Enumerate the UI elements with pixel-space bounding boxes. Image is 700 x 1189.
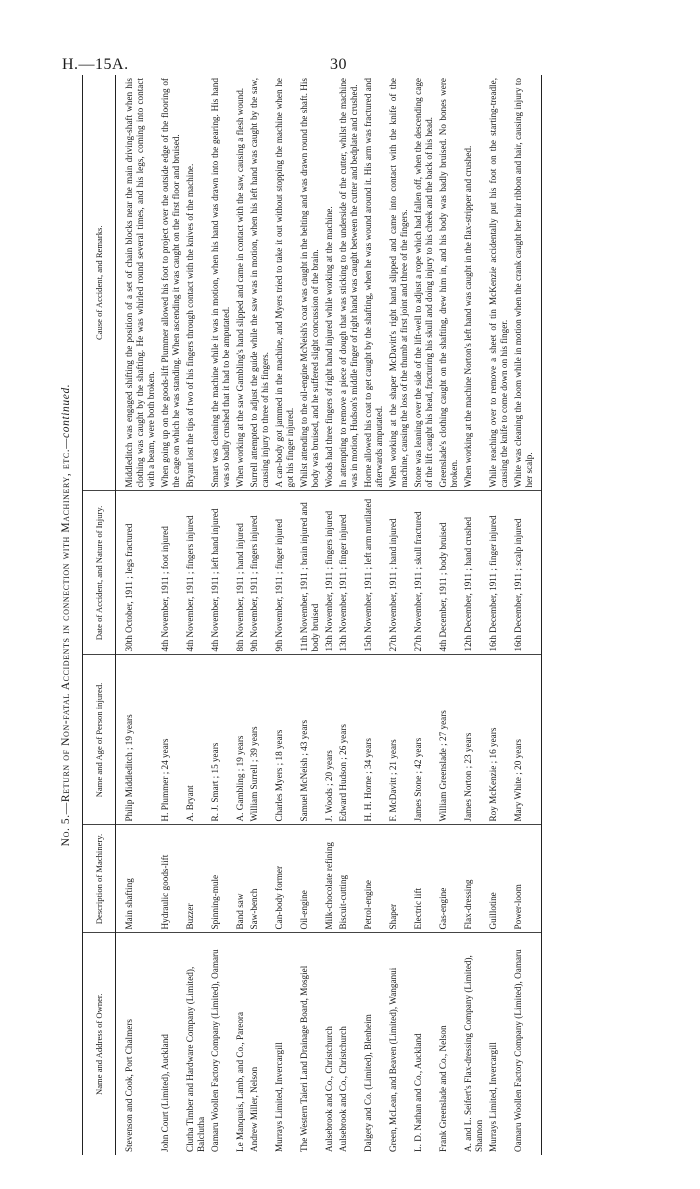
cell-owner: Murrays Limited, Invercargill <box>488 1042 498 1152</box>
cell-machinery: Guillotine <box>487 825 512 933</box>
cell-person: Samuel McNeish ; 43 years <box>298 655 323 825</box>
cell-cause: In attempting to remove a piece of dough that was sticking to the underside of the cutter, whilst the machine was in motion, Hudson's middle finger of right hand was caught between the cutter and bedplate and crushed. <box>337 75 362 491</box>
cell-date-injury: 9th November, 1911 ; fingers injured <box>248 491 273 655</box>
cell-date-injury: 15th November, 1911 ; left arm mutilated <box>362 491 387 655</box>
table-row <box>184 75 209 1155</box>
cell-cause: When working at the shaper McDavitt's right hand slipped and came into contact with the knife of the machine, causing the loss of the thumb at first joint and three of the fingers. <box>387 75 412 491</box>
cell-owner: Oamaru Woollen Factory Company (Limited), Oamaru <box>512 933 542 1155</box>
table-title-continued: —continued. <box>60 383 72 449</box>
cell-person: Roy McKenzie ; 16 years <box>487 655 512 825</box>
cell-date-injury: 13th November, 1911 ; fingers injured <box>323 491 337 655</box>
cell-cause: When working at the saw Gambling's hand slipped and came in contact with the saw, causing a flesh wound. <box>234 75 248 491</box>
cell-person: A. Gambling ; 19 years <box>234 655 248 825</box>
table-row <box>248 75 273 1155</box>
cell-cause: Stone was leaning over the side of the lift-well to adjust a rope which had fallen off, when the descending cage of the lift caught his head, fracturing his skull and doing injury to his cheek and the back of his head. <box>412 75 437 491</box>
cell-person: Charles Myers ; 18 years <box>273 655 298 825</box>
cell-machinery: Oil-engine <box>298 825 323 933</box>
column-header-date-injury: Date of Accident, and Nature of Injury. <box>83 491 116 655</box>
cell-cause: Whilst attending to the oil-engine McNeish's coat was caught in the belting and was drawn round the shaft. His body was bruised, and he suffered slight concussion of the brain. <box>298 75 323 491</box>
cell-cause: Surrell attempted to adjust the guide while the saw was in motion, when his left hand was caught by the saw, causing injury to three of his fingers. <box>248 75 273 491</box>
column-header-person: Name and Age of Person injured. <box>83 655 116 825</box>
cell-machinery: Flax-dressing <box>462 825 487 933</box>
cell-date-injury: 4th November, 1911 ; left hand injured <box>209 491 234 655</box>
table-row <box>159 75 184 1155</box>
table-row <box>298 75 323 1155</box>
cell-cause: Middleditch was engaged shifting the position of a set of chain blocks near the main driving-shaft when his clothing was caught by the shafting. He was whirled round several times, and his legs, coming into contact with a beam, were both broken. <box>116 75 159 491</box>
cell-person: James Norton ; 23 years <box>462 655 487 825</box>
cell-machinery: Petrol-engine <box>362 825 387 933</box>
table-row <box>387 75 412 1155</box>
accidents-table <box>82 75 542 1155</box>
cell-owner: Andrew Miller, Nelson <box>249 1066 259 1152</box>
cell-date-injury: 27th November, 1911 ; skull fractured <box>412 491 437 655</box>
cell-machinery: Saw-bench <box>248 825 273 933</box>
cell-date-injury: 4th November, 1911 ; foot injured <box>159 491 184 655</box>
rotated-table-sheet <box>60 75 645 1155</box>
cell-date-injury: 11th November, 1911 ; brain injured and body bruised <box>298 491 323 655</box>
cell-cause: A can-body got jammed in the machine, and Myers tried to take it out without stopping the machine when he got his finger injured. <box>273 75 298 491</box>
cell-owner: Murrays Limited, Invercargill <box>274 1042 284 1152</box>
column-header-machinery: Description of Machinery. <box>83 825 116 933</box>
cell-owner: A. and L. Seifert's Flax-dressing Company (Limited), Shannon <box>463 955 484 1152</box>
cell-date-injury: 4th November, 1911 ; fingers injured <box>184 491 209 655</box>
table-row <box>362 75 387 1155</box>
cell-owner: Frank Greenslade and Co., Nelson <box>438 1025 448 1152</box>
page-number: 30 <box>330 56 347 73</box>
cell-cause: Bryant lost the tips of two of his fingers through contact with the knives of the machine. <box>184 75 209 491</box>
cell-person: H. Plummer ; 24 years <box>159 655 184 825</box>
cell-owner: Stevenson and Cook, Port Chalmers <box>124 1019 134 1152</box>
cell-date-injury: 13th November, 1911 ; finger injured <box>337 491 362 655</box>
cell-machinery: Shaper <box>387 825 412 933</box>
cell-person: A. Bryant <box>184 655 209 825</box>
cell-owner: L. D. Nathan and Co., Auckland <box>413 1033 423 1152</box>
column-header-owner: Name and Address of Owner. <box>83 933 116 1155</box>
cell-person: William Surrell ; 39 years <box>248 655 273 825</box>
cell-cause: White was cleaning the loom while in motion when the crank caught her hair ribbon and hair, causing injury to her scalp. <box>512 75 542 491</box>
table-title-main: No. 5.—Return of Non-fatal Accidents in connection with Machinery, etc. <box>60 448 72 847</box>
cell-person: Mary White ; 20 years <box>512 655 542 825</box>
table-row <box>209 75 234 1155</box>
cell-person: James Stone ; 42 years <box>412 655 437 825</box>
cell-owner: Aulsebrook and Co., Christchurch <box>324 1026 334 1152</box>
cell-person: F. McDavitt ; 21 years <box>387 655 412 825</box>
cell-date-injury: 27th November, 1911 ; hand injured <box>387 491 412 655</box>
cell-cause: Woods had three fingers of right hand injured while working at the machine. <box>323 75 337 491</box>
cell-cause: Greenslade's clothing caught on the shafting, drew him in, and his body was badly bruised. No bones were broken. <box>437 75 462 491</box>
cell-machinery: Spinning-mule <box>209 825 234 933</box>
cell-owner: Dalgety and Co. (Limited), Blenheim <box>363 1014 373 1152</box>
cell-owner: Clutha Timber and Hardware Company (Limited), Balclutha <box>185 966 206 1152</box>
cell-machinery: Band saw <box>234 825 248 933</box>
cell-machinery: Main shafting <box>116 825 159 933</box>
table-row <box>323 75 337 1155</box>
cell-machinery: Can-body former <box>273 825 298 933</box>
cell-date-injury: 16th December, 1911 ; finger injured <box>487 491 512 655</box>
cell-person: R. J. Smart ; 15 years <box>209 655 234 825</box>
cell-date-injury: 30th October, 1911 ; legs fractured <box>116 491 159 655</box>
cell-machinery: Milk-chocolate refining <box>323 825 337 933</box>
table-row <box>462 75 487 1155</box>
cell-date-injury: 9th November, 1911 ; finger injured <box>273 491 298 655</box>
table-title <box>60 75 76 1155</box>
cell-cause: While reaching over to remove a sheet of tin McKenzie accidentally put his foot on the starting-treadle, causing the knife to come down on his finger. <box>487 75 512 491</box>
cell-person: William Greenslade ; 27 years <box>437 655 462 825</box>
table-row <box>273 75 298 1155</box>
cell-cause: Horne allowed his coat to get caught by the shafting, when he was wound around it. His arm was fractured and afterwards amputated. <box>362 75 387 491</box>
page-reference: H.—15A. <box>62 56 129 73</box>
cell-owner: John Court (Limited), Auckland <box>160 1034 170 1152</box>
cell-person: Edward Hudson ; 26 years <box>337 655 362 825</box>
table-row <box>337 75 362 1155</box>
cell-cause: When working at the machine Norton's left hand was caught in the flax-stripper and crushed. <box>462 75 487 491</box>
cell-owner: The Western Taieri Land Drainage Board, Mosgiel <box>299 965 309 1152</box>
cell-machinery: Gas-engine <box>437 825 462 933</box>
cell-person: H. H. Horne ; 34 years <box>362 655 387 825</box>
table-row <box>412 75 437 1155</box>
cell-person: Philip Middleditch ; 19 years <box>116 655 159 825</box>
table-row <box>512 75 542 1155</box>
cell-owner: Oamaru Woollen Factory Company (Limited), Oamaru <box>210 949 220 1152</box>
cell-owner: Green, McLean, and Beaven (Limited), Wanganui <box>388 967 398 1152</box>
cell-date-injury: 16th December, 1911 ; scalp injured <box>512 491 542 655</box>
cell-date-injury: 4th December, 1911 ; body bruised <box>437 491 462 655</box>
header-row <box>83 75 116 1155</box>
cell-owner: Aulsebrook and Co., Christchurch <box>338 1026 348 1152</box>
cell-date-injury: 12th December, 1911 ; hand crushed <box>462 491 487 655</box>
table-row <box>437 75 462 1155</box>
cell-machinery: Power-loom <box>512 825 542 933</box>
table-row <box>116 75 159 1155</box>
cell-person: J. Woods ; 20 years <box>323 655 337 825</box>
cell-machinery: Buzzer <box>184 825 209 933</box>
cell-machinery: Biscuit-cutting <box>337 825 362 933</box>
table-row <box>234 75 248 1155</box>
cell-date-injury: 8th November, 1911 ; hand injured <box>234 491 248 655</box>
cell-cause: When going up on the goods-lift Plummer allowed his foot to project over the outside edge of the flooring of the cage on which he was standing. When ascending it was caught on the first floor and bruised. <box>159 75 184 491</box>
cell-owner: Le Manquais, Lamb, and Co., Pareora <box>235 1011 245 1152</box>
cell-machinery: Hydraulic goods-lift <box>159 825 184 933</box>
column-header-cause: Cause of Accident, and Remarks. <box>83 75 116 491</box>
cell-machinery: Electric lift <box>412 825 437 933</box>
table-row <box>487 75 512 1155</box>
cell-cause: Smart was cleaning the machine while it was in motion, when his hand was drawn into the gearing. His hand was so badly crushed that it had to be amputated. <box>209 75 234 491</box>
